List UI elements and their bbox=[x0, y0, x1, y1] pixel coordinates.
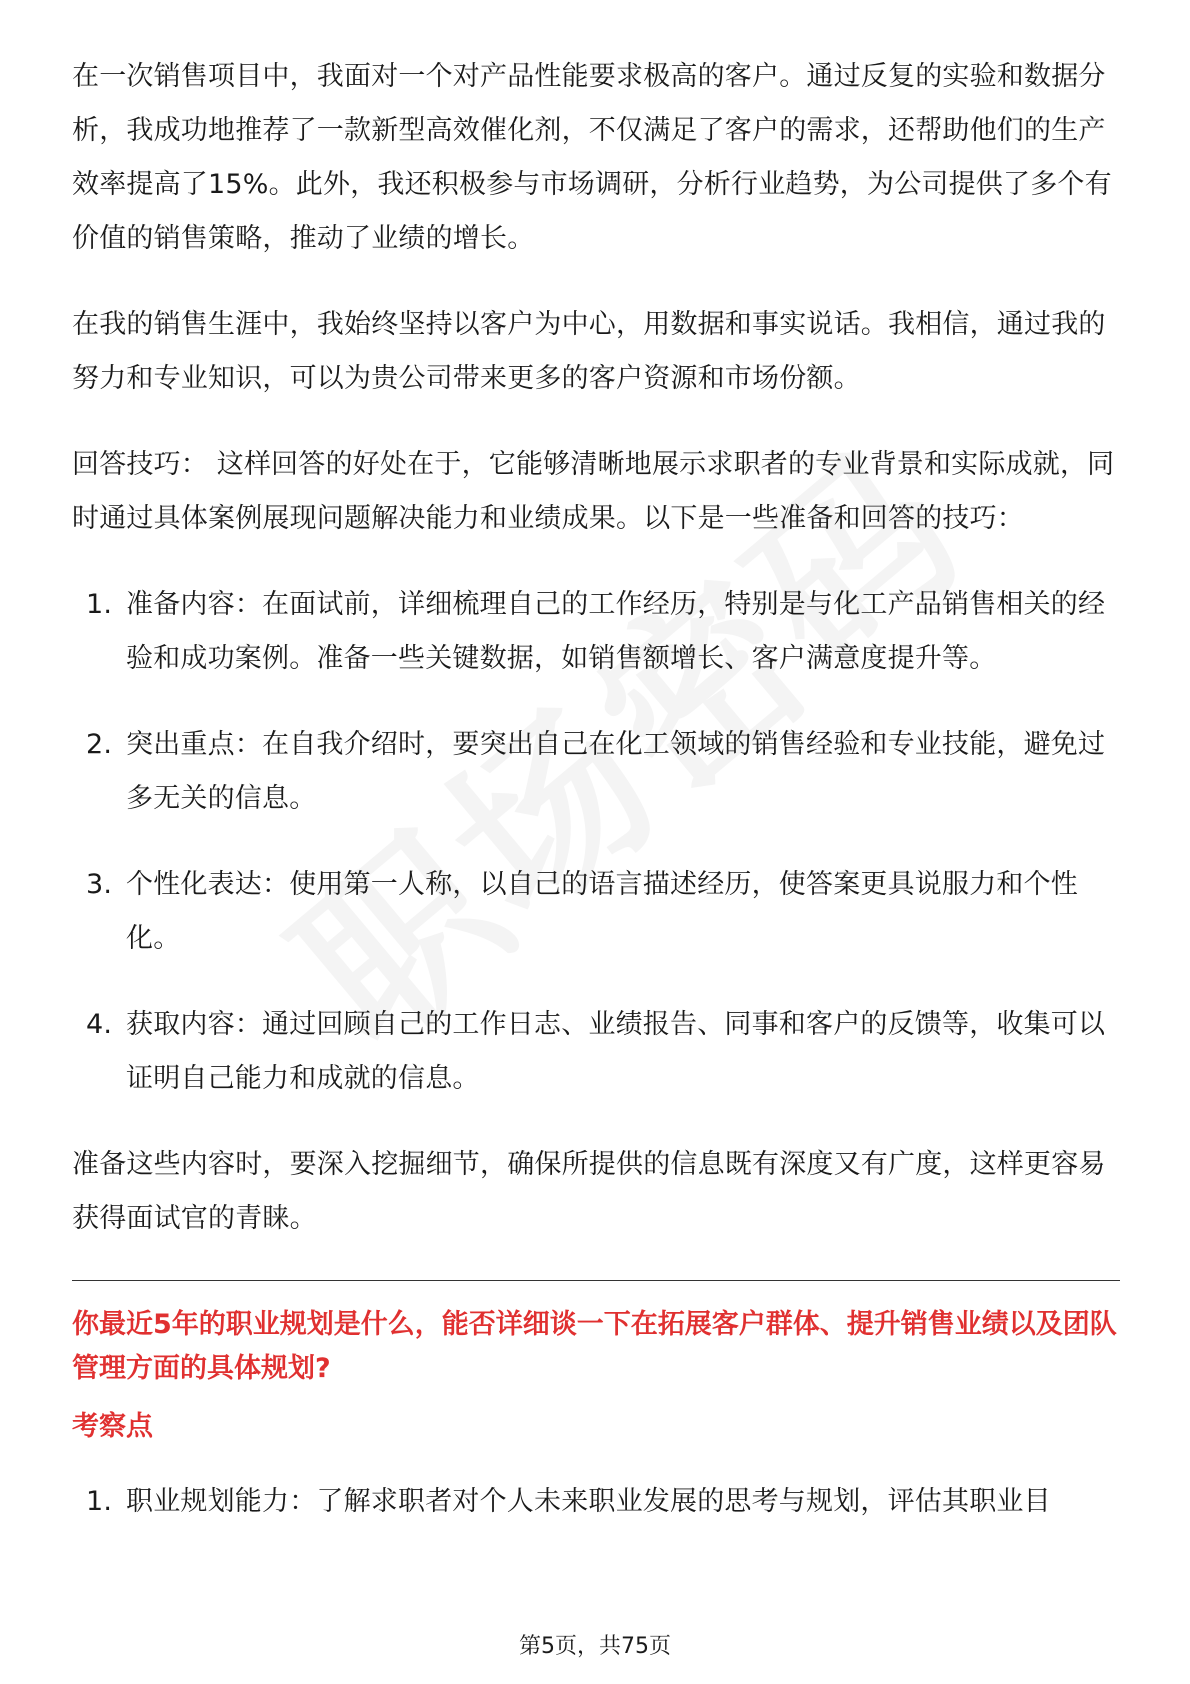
list-item-text: 职业规划能力：了解求职者对个人未来职业发展的思考与规划，评估其职业目 bbox=[126, 1486, 1051, 1517]
list-item-text: 个性化表达：使用第一人称，以自己的语言描述经历，使答案更具说服力和个性化。 bbox=[126, 869, 1078, 954]
points-list bbox=[72, 1475, 1120, 1529]
paragraph-closing: 准备这些内容时，要深入挖掘细节，确保所提供的信息既有深度又有广度，这样更容易获得面试官的青睐。 bbox=[72, 1149, 1106, 1234]
list-item bbox=[72, 578, 1120, 686]
section-heading: 考察点 bbox=[72, 1411, 153, 1442]
list-item bbox=[72, 858, 1120, 966]
list-number: 1. bbox=[86, 589, 113, 620]
list-number: 4. bbox=[86, 1009, 113, 1040]
list-item-text: 突出重点：在自我介绍时，要突出自己在化工领域的销售经验和专业技能，避免过多无关的信息。 bbox=[126, 729, 1106, 814]
paragraph-case-study: 在一次销售项目中，我面对一个对产品性能要求极高的客户。通过反复的实验和数据分析，我成功地推荐了一款新型高效催化剂，不仅满足了客户的需求，还帮助他们的生产效率提高了15%。此外，我还积极参与市场调研，分析行业趋势，为公司提供了多个有价值的销售策略，推动了业绩的增长。 bbox=[72, 61, 1112, 254]
section-divider bbox=[72, 1280, 1120, 1281]
list-item-text: 准备内容：在面试前，详细梳理自己的工作经历，特别是与化工产品销售相关的经验和成功案例。准备一些关键数据，如销售额增长、客户满意度提升等。 bbox=[126, 589, 1106, 674]
paragraph-answer-tips: 回答技巧： 这样回答的好处在于，它能够清晰地展示求职者的专业背景和实际成就，同时通过具体案例展现问题解决能力和业绩成果。以下是一些准备和回答的技巧： bbox=[72, 449, 1115, 534]
page-number-footer: 第5页，共75页 bbox=[519, 1634, 671, 1659]
list-number: 1. bbox=[86, 1486, 113, 1517]
page-content bbox=[72, 50, 1120, 1561]
list-item bbox=[72, 718, 1120, 826]
list-number: 2. bbox=[86, 729, 113, 760]
tips-list bbox=[72, 578, 1120, 1106]
list-number: 3. bbox=[86, 869, 113, 900]
question-heading: 你最近5年的职业规划是什么，能否详细谈一下在拓展客户群体、提升销售业绩以及团队管理方面的具体规划? bbox=[72, 1309, 1117, 1384]
list-item bbox=[72, 998, 1120, 1106]
paragraph-career-summary: 在我的销售生涯中，我始终坚持以客户为中心，用数据和事实说话。我相信，通过我的努力和专业知识，可以为贵公司带来更多的客户资源和市场份额。 bbox=[72, 309, 1106, 394]
list-item-text: 获取内容：通过回顾自己的工作日志、业绩报告、同事和客户的反馈等，收集可以证明自己能力和成就的信息。 bbox=[126, 1009, 1106, 1094]
list-item bbox=[72, 1475, 1120, 1529]
